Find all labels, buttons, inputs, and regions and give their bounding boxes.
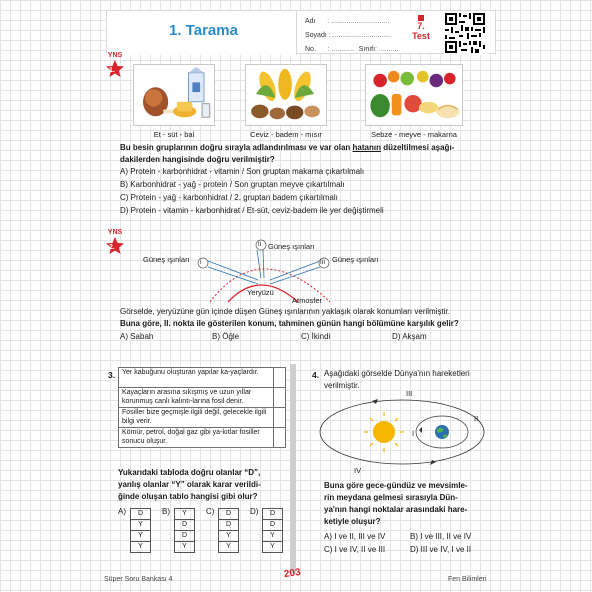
table-cell: Yer kabuğunu oluşturan yapılar ka-yaçlardır. — [119, 368, 274, 388]
table-row — [175, 509, 195, 520]
q3-option-label[interactable]: C) — [206, 507, 215, 516]
qr-code-icon[interactable] — [443, 11, 487, 55]
table-row — [263, 520, 283, 531]
question-number-4: 4. — [312, 370, 320, 380]
q3-option-table[interactable] — [218, 508, 239, 553]
meat-milk-honey-image — [133, 64, 215, 126]
rays-label-top: Güneş ışınları — [268, 242, 315, 251]
nuts-corn-image — [245, 64, 327, 126]
table-row — [263, 531, 283, 542]
question-1-line2: dakilerden hangisinde doğru verilmiştir? — [120, 155, 275, 164]
vegetables-fruit-pasta-image — [365, 64, 463, 126]
worksheet-header — [106, 10, 496, 54]
answer-cell[interactable] — [274, 408, 286, 428]
table-cell: Kayaçların arasına sıkışmış ve uzun yıllar korunmuş canlı kalıntı-larına fosil denir. — [119, 388, 274, 408]
question-1-line1: Bu besin gruplarının doğru sırayla adlandırılması ve var olan — [120, 143, 353, 152]
orbit-arrow-icon — [430, 460, 436, 465]
question-3-line3: ğinde oluşan tablo hangisi gibi olur? — [118, 492, 258, 501]
q3-option-label[interactable]: D) — [250, 507, 259, 516]
question-number-3: 3. — [108, 370, 116, 380]
page-number: 203 — [283, 566, 302, 581]
rotation-arrow-icon — [419, 427, 422, 433]
q4-option-a[interactable]: A) I ve II, III ve IV — [324, 532, 386, 541]
surname-label: Soyadı — [305, 32, 327, 39]
question-4-text — [324, 480, 496, 528]
table-cell: D — [131, 509, 151, 520]
no-field[interactable]: : ............ — [327, 46, 355, 53]
table-row — [131, 509, 151, 520]
class-field[interactable]: : .......... — [375, 46, 399, 53]
question-4-line3: ya'nın hangi noktalar arasındaki hare- — [324, 505, 468, 514]
question-number-1: 1. — [109, 67, 115, 74]
table-cell: Y — [131, 531, 151, 542]
q2-option-a[interactable]: A) Sabah — [120, 332, 154, 341]
yns-label: YNS — [107, 52, 123, 59]
point-label-I: I — [412, 429, 415, 438]
table-cell: Y — [263, 531, 283, 542]
q2-option-b[interactable]: B) Öğle — [212, 332, 240, 341]
q1-option-b[interactable]: B) Karbonhidrat - yağ - protein / Son gruptan meyve çıkartılmalı — [120, 180, 345, 189]
rays-label-right: Güneş ışınları — [332, 255, 379, 264]
table-row — [219, 520, 239, 531]
q3-option-label[interactable]: B) — [162, 507, 170, 516]
question-4-line4: ketiyle oluşur? — [324, 517, 381, 526]
table-row — [219, 509, 239, 520]
question-3-line1: Yukarıdaki tabloda doğru olanlar “D”, — [118, 468, 261, 477]
table-row — [119, 388, 286, 408]
table-row — [119, 408, 286, 428]
question-4-intro-line1: Aşağıdaki görselde Dünya'nın hareketleri — [324, 369, 470, 378]
table-cell: Kömür, petrol, doğal gaz gibi ya-kıtlar fosiller sonucu oluşur. — [119, 428, 274, 448]
q3-option-label[interactable]: A) — [118, 507, 126, 516]
table-row — [131, 542, 151, 553]
point-label-IV: IV — [354, 466, 362, 475]
caption-group-3: Sebze - meyve - makarna — [371, 130, 457, 139]
test-badge — [407, 15, 435, 51]
table-cell: Y — [131, 542, 151, 553]
title-box — [107, 11, 297, 55]
table-row — [119, 368, 286, 388]
question-2-text — [120, 306, 500, 330]
rays-label-left: Güneş ışınları — [143, 255, 190, 264]
name-field[interactable]: : .............................. — [327, 18, 390, 25]
surname-field[interactable]: : .............................. — [328, 32, 391, 39]
no-label: No. — [305, 46, 316, 53]
test-label: Test — [412, 31, 430, 41]
yns-label: YNS — [107, 229, 123, 236]
caption-group-2: Ceviz - badem - mısır — [250, 130, 322, 139]
question-2-line1: Görselde, yeryüzüne gün içinde düşen Güneş ışınlarının yaklaşık olarak konumları verilmiştir. — [120, 307, 450, 316]
q4-option-d[interactable]: D) III ve IV, I ve II — [410, 545, 472, 554]
question-1-underlined: hatanın — [352, 143, 381, 152]
table-cell: Fosiller bize geçmişle ilgili değil, gelecekle ilgili bilgi verir. — [119, 408, 274, 428]
answer-cell[interactable] — [274, 388, 286, 408]
name-label: Adı — [305, 18, 316, 25]
table-cell: Y — [219, 531, 239, 542]
q4-option-c[interactable]: C) I ve IV, II ve III — [324, 545, 386, 554]
q3-option-table[interactable] — [130, 508, 151, 553]
table-row — [131, 520, 151, 531]
q2-option-d[interactable]: D) Akşam — [392, 332, 427, 341]
table-cell: Y — [175, 509, 195, 520]
table-row — [131, 531, 151, 542]
earth-motion-diagram — [316, 392, 492, 474]
star-icon — [105, 236, 125, 256]
yns-marker-2 — [104, 229, 126, 256]
table-cell: D — [175, 531, 195, 542]
q1-option-a[interactable]: A) Protein - karbonhidrat - vitamin / Son gruptan makarna çıkartılmalı — [120, 167, 365, 176]
footer-subject: Fen Bilimleri — [448, 576, 487, 583]
table-row — [119, 428, 286, 448]
table-row — [175, 531, 195, 542]
point-label-III: III — [406, 389, 413, 398]
question-1-text — [120, 142, 492, 166]
table-cell: Y — [263, 542, 283, 553]
table-cell: D — [175, 520, 195, 531]
table-row — [219, 542, 239, 553]
point-label-II: II — [474, 414, 479, 423]
table-row — [219, 531, 239, 542]
table-cell: D — [219, 520, 239, 531]
q2-option-c[interactable]: C) İkindi — [301, 332, 331, 341]
atmosphere-label: Atmosfer — [292, 296, 323, 305]
table-cell: Y — [219, 542, 239, 553]
table-row — [263, 542, 283, 553]
earth-icon — [435, 425, 449, 439]
q1-option-c[interactable]: C) Protein - yağ - karbonhidrat / 2. gruptan badem çıkartılmalı — [120, 193, 338, 202]
sun-icon — [364, 412, 404, 452]
answer-cell[interactable] — [274, 428, 286, 448]
footer-book-title: Süper Soru Bankası 4 — [104, 576, 173, 583]
page-title: 1. Tarama — [169, 22, 238, 39]
book-icon — [418, 15, 424, 21]
caption-group-1: Et - süt - bal — [153, 130, 195, 139]
point-label-II: II — [258, 242, 262, 248]
table-cell: Y — [131, 520, 151, 531]
table-row — [175, 542, 195, 553]
question-number-2: 2. — [109, 244, 115, 251]
student-info — [305, 15, 398, 57]
table-cell: D — [263, 520, 283, 531]
question-1-line1-end: düzeltilmesi aşağı- — [380, 143, 455, 152]
point-label-III: III — [320, 260, 326, 266]
question-4-intro-line2: verilmiştir. — [324, 381, 360, 390]
question-4-line1: Buna göre gece-gündüz ve mevsimle- — [324, 481, 468, 490]
earth-label: Yeryüzü — [247, 288, 274, 297]
answer-cell[interactable] — [274, 368, 286, 388]
table-row — [175, 520, 195, 531]
q4-option-b[interactable]: B) I ve III, II ve IV — [410, 532, 472, 541]
question-4-line2: rin meydana gelmesi sırasıyla Dün- — [324, 493, 458, 502]
question-3-text — [118, 467, 290, 503]
column-divider — [290, 364, 296, 574]
table-cell: D — [219, 509, 239, 520]
star-icon — [105, 59, 125, 79]
yns-marker-1 — [104, 52, 126, 79]
question-2-line2: Buna göre, II. nokta ile gösterilen konum, tahminen günün hangi bölümüne karşılık gelir? — [120, 319, 459, 328]
test-number: 7. — [417, 21, 425, 31]
q3-option-table[interactable] — [174, 508, 195, 553]
q3-option-table[interactable] — [262, 508, 283, 553]
fossil-statements-table — [118, 367, 286, 448]
class-label: Sınıfı — [358, 46, 376, 53]
table-cell: D — [263, 509, 283, 520]
table-row — [263, 509, 283, 520]
question-3-line2: yanlış olanlar “Y” olarak karar verildi- — [118, 480, 261, 489]
q1-option-d[interactable]: D) Protein - vitamin - karbonhidrat / Et-süt, ceviz-badem ile yer değiştirmeli — [120, 206, 384, 215]
point-label-I: I — [200, 260, 202, 266]
table-cell: Y — [175, 542, 195, 553]
